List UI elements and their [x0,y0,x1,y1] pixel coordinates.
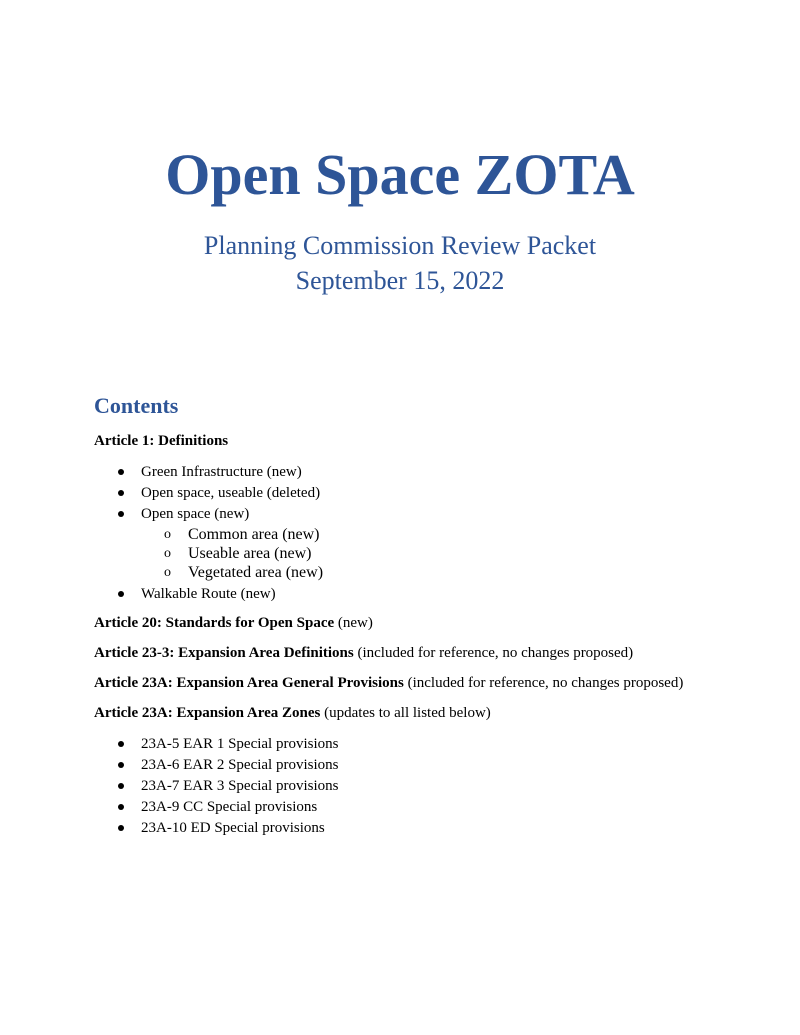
list-item-text: 23A-9 CC Special provisions [141,799,318,815]
sub-list-item-text: Vegetated area (new) [188,564,324,581]
article-1-list [117,462,320,525]
sub-list-item [164,525,323,544]
list-item-text: 23A-5 EAR 1 Special provisions [141,736,339,752]
list-item [117,734,338,755]
document-title: Open Space ZOTA [165,142,635,207]
bullet-icon [118,469,124,475]
contents-heading: Contents [94,393,179,418]
list-item [117,462,320,483]
bullet-icon [118,783,124,789]
article-20-heading [94,614,373,633]
list-item [117,818,338,839]
article-23-3-heading [94,644,633,663]
bullet-icon [118,804,124,810]
list-item-text: 23A-10 ED Special provisions [141,820,325,836]
list-item-text: 23A-7 EAR 3 Special provisions [141,778,339,794]
list-item-text: Open space, useable (deleted) [141,485,321,501]
article-23a-zones-note: (updates to all listed below) [320,705,491,721]
sub-list-item [164,563,323,582]
document-subtitle: Planning Commission Review Packet [203,231,597,260]
circle-bullet-icon: o [164,546,171,561]
bullet-icon [118,762,124,768]
article-20-label: Article 20: Standards for Open Space [94,615,335,631]
article-1-heading [94,432,228,451]
open-space-sublist [164,525,323,582]
sub-list-item-text: Common area (new) [188,526,320,543]
bullet-icon [118,591,124,597]
article-23-3-note: (included for reference, no changes proposed) [353,645,634,661]
list-item [117,776,338,797]
circle-bullet-icon: o [164,565,171,580]
bullet-icon [118,490,124,496]
list-item-text: Open space (new) [141,506,250,522]
article-1-list-continued [117,584,276,605]
sub-list-item-text: Useable area (new) [188,545,312,562]
article-20-note: (new) [334,615,373,631]
list-item [117,584,276,605]
list-item [117,797,338,818]
article-23a-general-label: Article 23A: Expansion Area General Provisions [94,675,404,691]
article-23a-general-heading [94,674,683,693]
list-item [117,504,320,525]
article-23a-zones-list [117,734,338,839]
list-item-text: Green Infrastructure (new) [141,464,302,480]
circle-bullet-icon: o [164,527,171,542]
list-item-text: Walkable Route (new) [141,586,276,602]
article-1-label: Article 1: Definitions [94,433,229,449]
article-23-3-label: Article 23-3: Expansion Area Definitions [94,645,354,661]
list-item-text: 23A-6 EAR 2 Special provisions [141,757,339,773]
article-23a-zones-heading [94,704,491,723]
sub-list-item [164,544,323,563]
article-23a-general-note: (included for reference, no changes proposed) [403,675,684,691]
list-item [117,483,320,504]
bullet-icon [118,741,124,747]
bullet-icon [118,511,124,517]
document-date: September 15, 2022 [295,266,505,295]
bullet-icon [118,825,124,831]
article-23a-zones-label: Article 23A: Expansion Area Zones [94,705,321,721]
list-item [117,755,338,776]
